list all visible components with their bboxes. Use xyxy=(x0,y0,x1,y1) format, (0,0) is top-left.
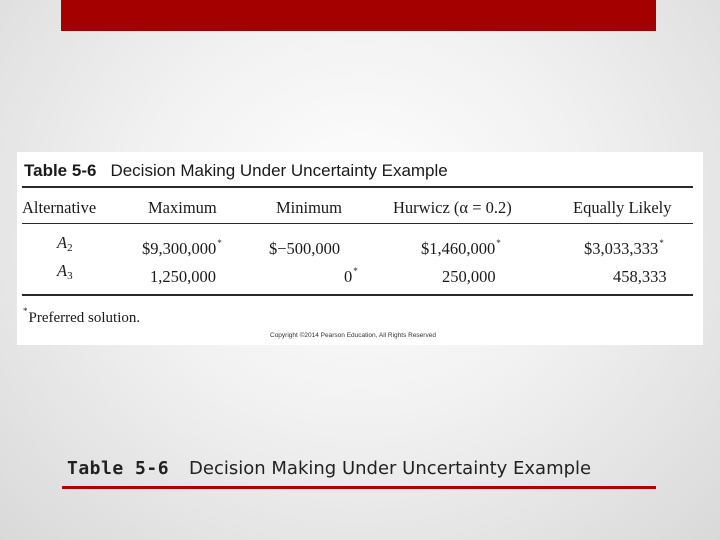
caption-underline xyxy=(62,486,656,489)
table-figure xyxy=(17,152,703,345)
copyright-notice: Copyright ©2014 Pearson Education, All Rights Reserved xyxy=(270,332,436,339)
cell-equally-likely: $3,033,333* xyxy=(584,238,664,258)
table-bottom-rule xyxy=(22,294,693,296)
cell-equally-likely: 458,333 xyxy=(613,267,667,286)
table-header-rule xyxy=(22,223,693,224)
row-alternative: $A_2$ xyxy=(57,233,73,254)
header-minimum: Minimum xyxy=(276,198,343,217)
table-footnote: *Preferred solution. xyxy=(23,306,141,326)
cell-maximum: 1,250,000 xyxy=(150,267,216,286)
cell-hurwicz: $1,460,000* xyxy=(421,238,501,258)
table-title: Decision Making Under Uncertainty Example xyxy=(110,161,448,180)
cell-minimum: 0* xyxy=(344,266,358,286)
table-heading xyxy=(24,156,448,186)
table-label: Table 5-6 xyxy=(24,161,97,180)
caption-title: Decision Making Under Uncertainty Example xyxy=(189,458,592,479)
header-maximum: Maximum xyxy=(148,198,217,217)
cell-minimum: $−500,000 xyxy=(269,239,341,258)
caption-label: Table 5-6 xyxy=(67,458,170,479)
table-top-rule xyxy=(22,186,693,188)
cell-maximum: $9,300,000* xyxy=(142,238,222,258)
cell-hurwicz: 250,000 xyxy=(442,267,496,286)
header-hurwicz: Hurwicz (α = 0.2) xyxy=(393,198,512,217)
title-bar xyxy=(61,0,656,31)
slide-caption xyxy=(67,458,591,479)
row-alternative: $A_3$ xyxy=(57,261,73,282)
header-equally-likely: Equally Likely xyxy=(573,198,672,217)
header-alternative: Alternative xyxy=(22,198,97,217)
